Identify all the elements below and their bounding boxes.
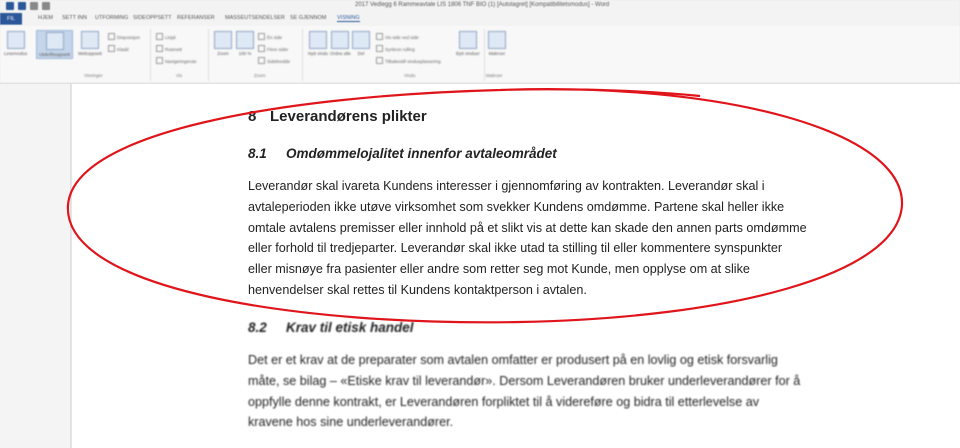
side-by-side-icon: [376, 33, 383, 40]
text-line: Leverandør skal ivareta Kundens interesser i gjennomføring av kontrakten. Leverandør skal i: [248, 179, 765, 193]
sync-scroll-icon: [376, 45, 383, 52]
outline-button[interactable]: Disposisjon: [108, 33, 140, 40]
tab-review[interactable]: SE GJENNOM: [290, 15, 327, 21]
page-width-button[interactable]: Sidebredde: [258, 57, 290, 64]
ribbon-tabs: [0, 13, 960, 25]
arrange-all-button[interactable]: Ordne alle: [330, 31, 351, 56]
macros-icon: [488, 31, 506, 49]
ribbon: [0, 25, 960, 84]
checkbox-icon: [156, 45, 163, 52]
switch-windows-icon: [459, 31, 477, 49]
heading-text: Krav til etisk handel: [286, 320, 414, 335]
checkbox-icon: [156, 33, 163, 40]
heading-8: [248, 108, 427, 125]
group-separator: [484, 29, 485, 81]
ruler-checkbox[interactable]: Linjal: [156, 33, 176, 40]
read-mode-button[interactable]: Lesemodus: [4, 31, 27, 56]
text-line: eller forhold til tredjeparter. Leverandør skal ikke utad ta stilling til eller kommentere synspunkter: [248, 241, 783, 256]
group-label-show: Vis: [176, 73, 183, 78]
heading-text: Leverandørens plikter: [270, 108, 427, 125]
tab-view[interactable]: VISNING: [337, 15, 360, 21]
tab-design[interactable]: UTFORMING: [95, 15, 129, 21]
heading-8-1: [248, 146, 557, 161]
tab-home[interactable]: HJEM: [38, 15, 53, 21]
arrange-all-icon: [331, 31, 349, 49]
text-line: eller misnøye fra pasienter eller andre som retter seg mot Kunde, men opplyse om at slike: [248, 262, 750, 277]
tab-file[interactable]: FIL: [0, 13, 22, 25]
paragraph-8-2: [248, 350, 878, 433]
redo-icon[interactable]: [42, 2, 50, 10]
quick-access-toolbar: [6, 2, 50, 10]
draft-button[interactable]: Kladd: [108, 45, 129, 52]
print-layout-button[interactable]: Utskriftsoppsett: [36, 30, 73, 59]
page-100-icon: [236, 31, 254, 49]
heading-text: Omdømmelojalitet innenfor avtaleområdet: [286, 146, 557, 161]
sync-scroll-button[interactable]: Synkron rulling: [376, 45, 415, 52]
text-line: Det er et krav at de preparater som avtalen omfatter er produsert på en lovlig og etisk forsvarlig: [248, 353, 778, 367]
draft-icon: [108, 45, 115, 52]
split-icon: [352, 31, 370, 49]
group-label-zoom: Zoom: [254, 73, 266, 78]
one-page-icon: [258, 33, 265, 40]
heading-number: 8.2: [248, 320, 267, 335]
heading-number: 8.1: [248, 146, 267, 161]
group-separator: [150, 29, 151, 81]
left-pane: [0, 84, 71, 448]
read-mode-icon: [7, 31, 25, 49]
tab-insert[interactable]: SETT INN: [62, 15, 87, 21]
new-window-icon: [309, 31, 327, 49]
text-line: omtale avtalens premisser eller innhold på et slikt vis at dette kan skade den annen parts omdømme: [248, 220, 807, 235]
heading-number: 8: [248, 108, 257, 125]
print-layout-icon: [46, 32, 64, 50]
navigation-pane-checkbox[interactable]: Navigeringsrute: [156, 57, 197, 64]
group-separator: [208, 29, 209, 81]
window-title: 2017 Vedlegg 6 Rammeavtale LIS 1806 TNF BIO (1) [Autolagret] [Kompatibilitetsmodus] - Word: [355, 2, 610, 8]
outline-icon: [108, 33, 115, 40]
text-line: oppfylle denne kontrakt, er Leverandøren forpliktet til å videreføre og bidra til etterlevelse av: [248, 394, 760, 409]
word-app-icon: [6, 2, 14, 10]
text-line: avtaleperioden ikke utøve virksomhet som svekker Kundens omdømme. Partene skal heller ikke: [248, 199, 785, 214]
group-label-views: Visninger: [84, 73, 103, 78]
page-width-icon: [258, 57, 265, 64]
tab-mailings[interactable]: MASSEUTSENDELSER: [225, 15, 285, 21]
zoom-button[interactable]: Zoom: [214, 31, 232, 56]
save-icon[interactable]: [18, 2, 26, 10]
split-button[interactable]: Del: [352, 31, 370, 56]
undo-icon[interactable]: [30, 2, 38, 10]
tab-references[interactable]: REFERANSER: [177, 15, 215, 21]
group-label-window: Vindu: [404, 73, 416, 78]
switch-windows-button[interactable]: Bytt vinduer: [456, 31, 480, 56]
web-layout-icon: [81, 31, 99, 49]
new-window-button[interactable]: Nytt vindu: [308, 31, 328, 56]
macros-button[interactable]: Makroer: [488, 31, 506, 56]
web-layout-button[interactable]: Weboppsett: [78, 31, 102, 56]
title-bar: [0, 0, 960, 14]
paragraph-8-1: [248, 176, 878, 301]
one-page-button[interactable]: Én side: [258, 33, 282, 40]
group-label-macros: Makroer: [486, 73, 503, 78]
multiple-pages-icon: [258, 45, 265, 52]
gridlines-checkbox[interactable]: Rutenett: [156, 45, 182, 52]
heading-8-2: [248, 320, 414, 335]
zoom-100-button[interactable]: 100 %: [236, 31, 254, 56]
magnifier-icon: [214, 31, 232, 49]
reset-position-icon: [376, 57, 383, 64]
group-separator: [302, 29, 303, 81]
multiple-pages-button[interactable]: Flere sider: [258, 45, 288, 52]
side-by-side-button[interactable]: Vis side ved side: [376, 33, 419, 40]
text-line: henvendelser skal rettes til Kundens kontaktperson i avtalen.: [248, 282, 587, 297]
text-line: kravene hos sine underleverandører.: [248, 415, 454, 430]
reset-window-position-button[interactable]: Tilbakestill vindusplassering: [376, 57, 441, 64]
text-line: måte, se bilag – «Etiske krav til leverandør». Dersom Leverandøren bruker underleverandører for å: [248, 373, 801, 388]
tab-layout[interactable]: SIDEOPPSETT: [133, 15, 172, 21]
checkbox-icon: [156, 57, 163, 64]
